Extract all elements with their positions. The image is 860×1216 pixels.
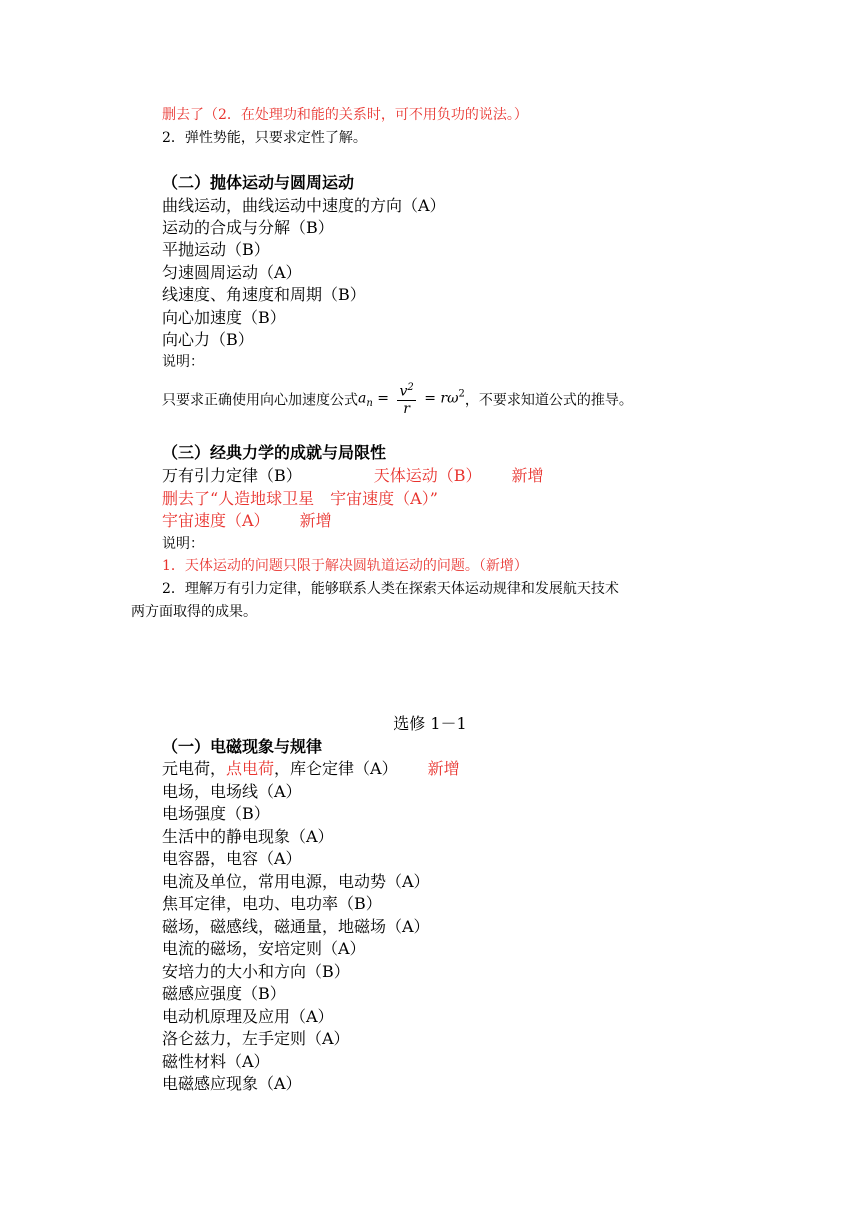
new-tag: 新增 [299, 511, 332, 530]
section2-heading: （二）抛体运动与圆周运动 [162, 173, 355, 192]
section3-heading: （三）经典力学的成就与局限性 [162, 443, 387, 462]
list-item: 电磁感应现象（A） [162, 1074, 302, 1093]
formula-line [162, 382, 633, 419]
formula-suffix: ，不要求知道公式的推导。 [464, 392, 633, 409]
note-gravitation-cont: 两方面取得的成果。 [131, 604, 257, 620]
list-item: 线速度、角速度和周期（B） [162, 285, 366, 304]
list-item: 电场，电场线（A） [162, 782, 302, 801]
deleted-note: 删去了（2．在处理功和能的关系时，可不用负功的说法。） [162, 107, 528, 123]
list-item: 磁性材料（A） [162, 1052, 270, 1071]
list-item: 电流的磁场，安培定则（A） [162, 939, 366, 958]
centripetal-formula: $a_n$ = $\frac{v^2}{r}$ = $r\omega^2$ [358, 382, 465, 417]
list-item: 生活中的静电现象（A） [162, 827, 334, 846]
added-item: 宇宙速度（A） [162, 511, 270, 530]
list-item: 洛仑兹力，左手定则（A） [162, 1029, 350, 1048]
explain-label: 说明： [162, 536, 204, 552]
deleted-line: 删去了“人造地球卫星 宇宙速度（A）” [162, 489, 438, 508]
list-item: 磁感应强度（B） [162, 984, 286, 1003]
elective-title: 选修 1－1 [393, 714, 467, 733]
list-item: 向心加速度（B） [162, 308, 286, 327]
explain-label: 说明： [162, 354, 204, 370]
list-item: 匀速圆周运动（A） [162, 263, 302, 282]
note-elastic: 2．弹性势能，只要求定性了解。 [162, 130, 367, 146]
list-item: 安培力的大小和方向（B） [162, 962, 350, 981]
added-item: 点电荷 [226, 759, 275, 778]
new-tag: 新增 [511, 466, 544, 485]
list-item: 电动机原理及应用（A） [162, 1007, 334, 1026]
formula-prefix: 只要求正确使用向心加速度公式 [162, 392, 358, 409]
list-item: 磁场，磁感线，磁通量，地磁场（A） [162, 917, 430, 936]
list-item: 电场强度（B） [162, 804, 270, 823]
list-item: 焦耳定律，电功、电功率（B） [162, 894, 382, 913]
list-item: 电流及单位，常用电源，电动势（A） [162, 872, 430, 891]
list-item: 平抛运动（B） [162, 240, 270, 259]
list-item: 向心力（B） [162, 330, 254, 349]
list-item: 电容器，电容（A） [162, 849, 302, 868]
list-item [162, 510, 332, 532]
list-item: 运动的合成与分解（B） [162, 218, 334, 237]
list-item: 万有引力定律（B） 天体运动（B） 新增 [162, 466, 544, 485]
note-gravitation: 2．理解万有引力定律，能够联系人类在探索天体运动规律和发展航天技术 [162, 581, 619, 597]
new-tag: 新增 [427, 759, 460, 778]
added-item: 天体运动（B） [373, 466, 482, 485]
list-item: 元电荷，点电荷，库仑定律（A） 新增 [162, 759, 460, 778]
elective-heading: （一）电磁现象与规律 [162, 737, 323, 756]
note-orbit: 1．天体运动的问题只限于解决圆轨道运动的问题。（新增） [162, 558, 528, 574]
list-item: 曲线运动，曲线运动中速度的方向（A） [162, 196, 446, 215]
